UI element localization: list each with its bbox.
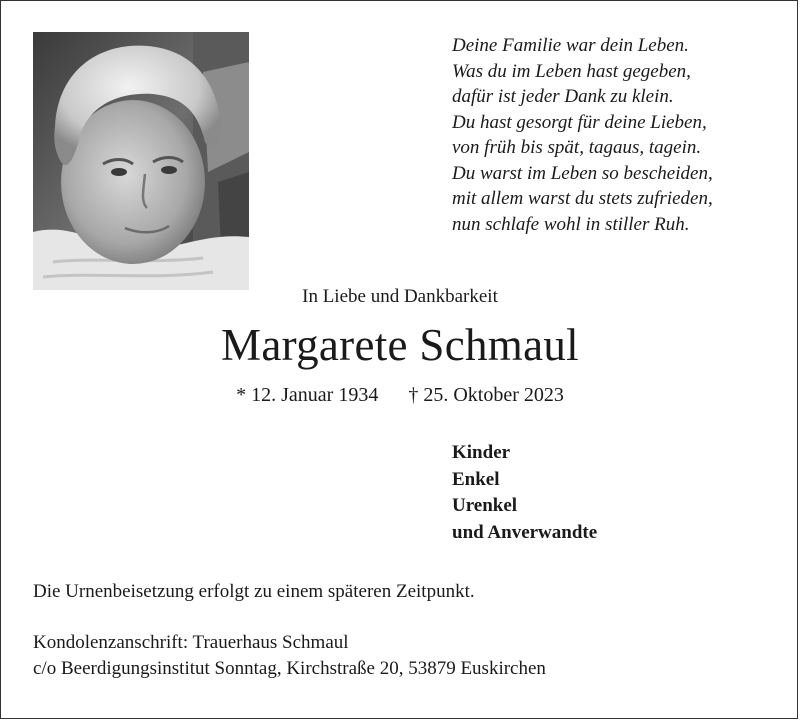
- mourner-item: Urenkel: [452, 495, 518, 516]
- poem-line: Du warst im Leben so bescheiden,: [452, 162, 713, 184]
- greeting: In Liebe und Dankbarkeit: [302, 286, 498, 307]
- burial-notice: Die Urnenbeisetzung erfolgt zu einem späteren Zeitpunkt.: [33, 581, 475, 602]
- mourner-item: Kinder: [452, 442, 511, 463]
- poem-line: Du hast gesorgt für deine Lieben,: [452, 111, 707, 133]
- poem-line: Deine Familie war dein Leben.: [452, 35, 689, 56]
- mourners-list: [452, 440, 597, 546]
- address-line-2: c/o Beerdigungsinstitut Sonntag, Kirchstraße 20, 53879 Euskirchen: [33, 658, 546, 679]
- mourner-item: und Anverwandte: [452, 521, 598, 543]
- mourner-item: Enkel: [452, 468, 500, 490]
- condolence-address: [33, 630, 546, 682]
- life-dates: [0, 384, 800, 407]
- poem-line: mit allem warst du stets zufrieden,: [452, 188, 713, 209]
- poem-line: dafür ist jeder Dank zu klein.: [452, 86, 674, 107]
- poem-line: Was du im Leben hast gegeben,: [452, 60, 691, 82]
- portrait-photo: [33, 32, 249, 290]
- address-line-1: Kondolenzanschrift: Trauerhaus Schmaul: [33, 632, 349, 653]
- deceased-name: Margarete Schmaul: [221, 320, 579, 370]
- poem-line: nun schlafe wohl in stiller Ruh.: [452, 213, 690, 235]
- portrait-icon: [33, 32, 249, 290]
- poem-line: von früh bis spät, tagaus, tagein.: [452, 137, 702, 158]
- death-date: † 25. Oktober 2023: [408, 384, 564, 406]
- poem: [452, 33, 782, 237]
- birth-date: * 12. Januar 1934: [236, 384, 379, 406]
